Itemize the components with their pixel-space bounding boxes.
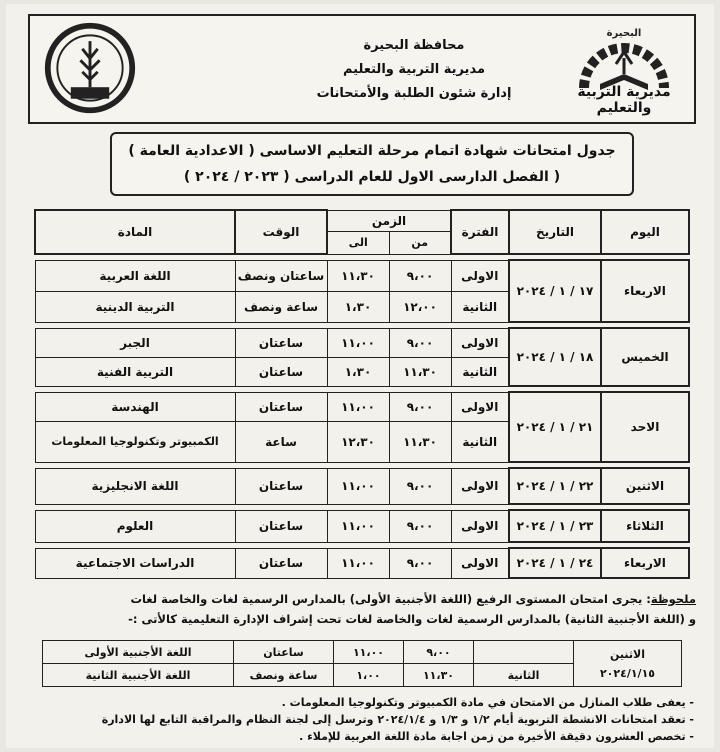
small-date: ٢٠٢٤/١/١٥ <box>599 666 656 680</box>
list-item: - تخصص العشرون دقيقة الأخيرة من زمن اجابة مادة اللغة العربية للإملاء . <box>299 730 694 743</box>
period-cell: الاولى <box>451 468 509 504</box>
document-page <box>6 4 714 748</box>
header-subject: المادة <box>35 210 235 254</box>
list-item: - تعقد امتحانات الانشطة التربوية أيام ١/٢ و ١/٣ و ٢٠٢٤/١/٤ وترسل إلى لجنة النظام والمراقبة التابع لها الادارة <box>101 713 694 726</box>
table-row <box>35 328 689 357</box>
note-label: ملحوظة <box>650 592 696 606</box>
to-cell: ١١،٠٠ <box>327 328 389 357</box>
title-line-1: جدول امتحانات شهادة اتمام مرحلة التعليم الاساسى ( الاعدادية العامة ) <box>128 143 616 159</box>
from-cell: ١٢،٠٠ <box>389 291 451 322</box>
subject-cell: الهندسة <box>35 392 235 421</box>
duration-cell: ساعتان <box>235 357 327 386</box>
duration-cell: ساعتان <box>234 641 334 664</box>
header-time: الزمن <box>327 210 451 231</box>
header-day: اليوم <box>601 210 689 254</box>
header-date: التاريخ <box>509 210 601 254</box>
subject-cell: اللغة الانجليزية <box>35 468 235 504</box>
note-line-1 <box>26 592 696 606</box>
list-item: - يعفى طلاب المنازل من الامتحان في مادة الكمبيوتر وتكنولوجيا المعلومات . <box>281 696 694 709</box>
header-text <box>284 34 544 106</box>
directorate-name: مديرية التربية والتعليم <box>342 62 486 77</box>
day-cell: الثلاثاء <box>601 510 689 542</box>
table-row <box>35 468 689 504</box>
period-cell <box>474 641 574 664</box>
period-cell: الاولى <box>451 548 509 578</box>
schedule-title <box>110 132 634 196</box>
day-cell: الاحد <box>601 392 689 462</box>
day-cell: الاربعاء <box>601 548 689 578</box>
to-cell: ١١،٠٠ <box>327 548 389 578</box>
subject-cell: الجبر <box>35 328 235 357</box>
subject-cell: العلوم <box>35 510 235 542</box>
period-cell: الاولى <box>451 260 509 291</box>
period-cell: الثانية <box>451 357 509 386</box>
header-period: الفترة <box>451 210 509 254</box>
letterhead <box>28 14 696 124</box>
period-cell: الثانية <box>451 291 509 322</box>
from-cell: ٩،٠٠ <box>389 260 451 291</box>
from-cell: ١١،٣٠ <box>404 664 474 687</box>
date-cell: ٢٢ / ١ / ٢٠٢٤ <box>509 468 601 504</box>
subject-cell: اللغة العربية <box>35 260 235 291</box>
notes-list <box>24 694 694 745</box>
from-cell: ٩،٠٠ <box>389 392 451 421</box>
from-cell: ٩،٠٠ <box>389 328 451 357</box>
day-cell: الاثنين <box>601 468 689 504</box>
date-cell: ٢٣ / ١ / ٢٠٢٤ <box>509 510 601 542</box>
title-line-2: ( الفصل الدارسى الاول للعام الدراسى ( ٢٠٢٣ / ٢٠٢٤ ) <box>183 169 561 185</box>
header-duration: الوقت <box>235 210 327 254</box>
subject-cell: التربية الفنية <box>35 357 235 386</box>
date-cell: ١٨ / ١ / ٢٠٢٤ <box>509 328 601 386</box>
table-row <box>35 392 689 421</box>
to-cell: ١١،٠٠ <box>327 468 389 504</box>
duration-cell: ساعتان <box>235 548 327 578</box>
header-to: الى <box>327 231 389 254</box>
duration-cell: ساعة ونصف <box>235 291 327 322</box>
period-cell: الثانية <box>451 421 509 462</box>
to-cell: ١١،٠٠ <box>327 392 389 421</box>
to-cell: ١١،٠٠ <box>327 510 389 542</box>
small-day-date-cell <box>574 641 682 687</box>
subject-cell: الكمبيوتر وتكنولوجيا المعلومات <box>35 421 235 462</box>
department-name: إدارة شئون الطلبة والأمتحانات <box>316 86 512 101</box>
logo-caption: مديرية التربية والتعليم <box>577 84 671 116</box>
duration-cell: ساعتان <box>235 392 327 421</box>
governorate-logo-icon <box>42 20 138 116</box>
subject-cell: اللغة الأجنبية الثانية <box>43 664 234 687</box>
to-cell: ١٢،٣٠ <box>327 421 389 462</box>
to-cell: ١،٣٠ <box>327 291 389 322</box>
date-cell: ١٧ / ١ / ٢٠٢٤ <box>509 260 601 322</box>
duration-cell: ساعتان <box>235 328 327 357</box>
note-line-2: و (اللغة الأجنبية الثانية) بالمدارس الرسمية لغات والخاصة لغات تحت إشراف الإدارة التعليمية كالأتى :- <box>128 612 696 626</box>
note-text-1: : يجرى امتحان المستوى الرفيع (اللغة الأجنبية الأولى) بالمدارس الرسمية لغات والخاصة لغات <box>130 592 651 606</box>
from-cell: ٩،٠٠ <box>389 548 451 578</box>
table-row <box>35 548 689 578</box>
to-cell: ١١،٠٠ <box>334 641 404 664</box>
day-cell: الخميس <box>601 328 689 386</box>
period-cell: الاولى <box>451 392 509 421</box>
date-cell: ٢٤ / ١ / ٢٠٢٤ <box>509 548 601 578</box>
directorate-logo <box>564 18 684 118</box>
to-cell: ١١،٣٠ <box>327 260 389 291</box>
header-from: من <box>389 231 451 254</box>
subject-cell: الدراسات الاجتماعية <box>35 548 235 578</box>
svg-text:البحيرة: البحيرة <box>606 28 642 39</box>
from-cell: ٩،٠٠ <box>404 641 474 664</box>
subject-cell: اللغة الأجنبية الأولى <box>43 641 234 664</box>
small-day: الاثنين <box>610 647 645 661</box>
from-cell: ١١،٣٠ <box>389 357 451 386</box>
duration-cell: ساعة <box>235 421 327 462</box>
table-row <box>35 510 689 542</box>
from-cell: ٩،٠٠ <box>389 468 451 504</box>
language-exam-table <box>42 640 682 687</box>
period-cell: الاولى <box>451 510 509 542</box>
period-cell: الثانية <box>474 664 574 687</box>
to-cell: ١،٠٠ <box>334 664 404 687</box>
day-cell: الاربعاء <box>601 260 689 322</box>
period-cell: الاولى <box>451 328 509 357</box>
from-cell: ١١،٣٠ <box>389 421 451 462</box>
governorate-name: محافظة البحيرة <box>363 38 465 53</box>
duration-cell: ساعتان <box>235 510 327 542</box>
duration-cell: ساعتان <box>235 468 327 504</box>
subject-cell: التربية الدينية <box>35 291 235 322</box>
exam-schedule-table <box>34 209 690 579</box>
table-row <box>43 641 682 664</box>
to-cell: ١،٣٠ <box>327 357 389 386</box>
date-cell: ٢١ / ١ / ٢٠٢٤ <box>509 392 601 462</box>
duration-cell: ساعة ونصف <box>234 664 334 687</box>
duration-cell: ساعتان ونصف <box>235 260 327 291</box>
from-cell: ٩،٠٠ <box>389 510 451 542</box>
table-row <box>35 260 689 291</box>
